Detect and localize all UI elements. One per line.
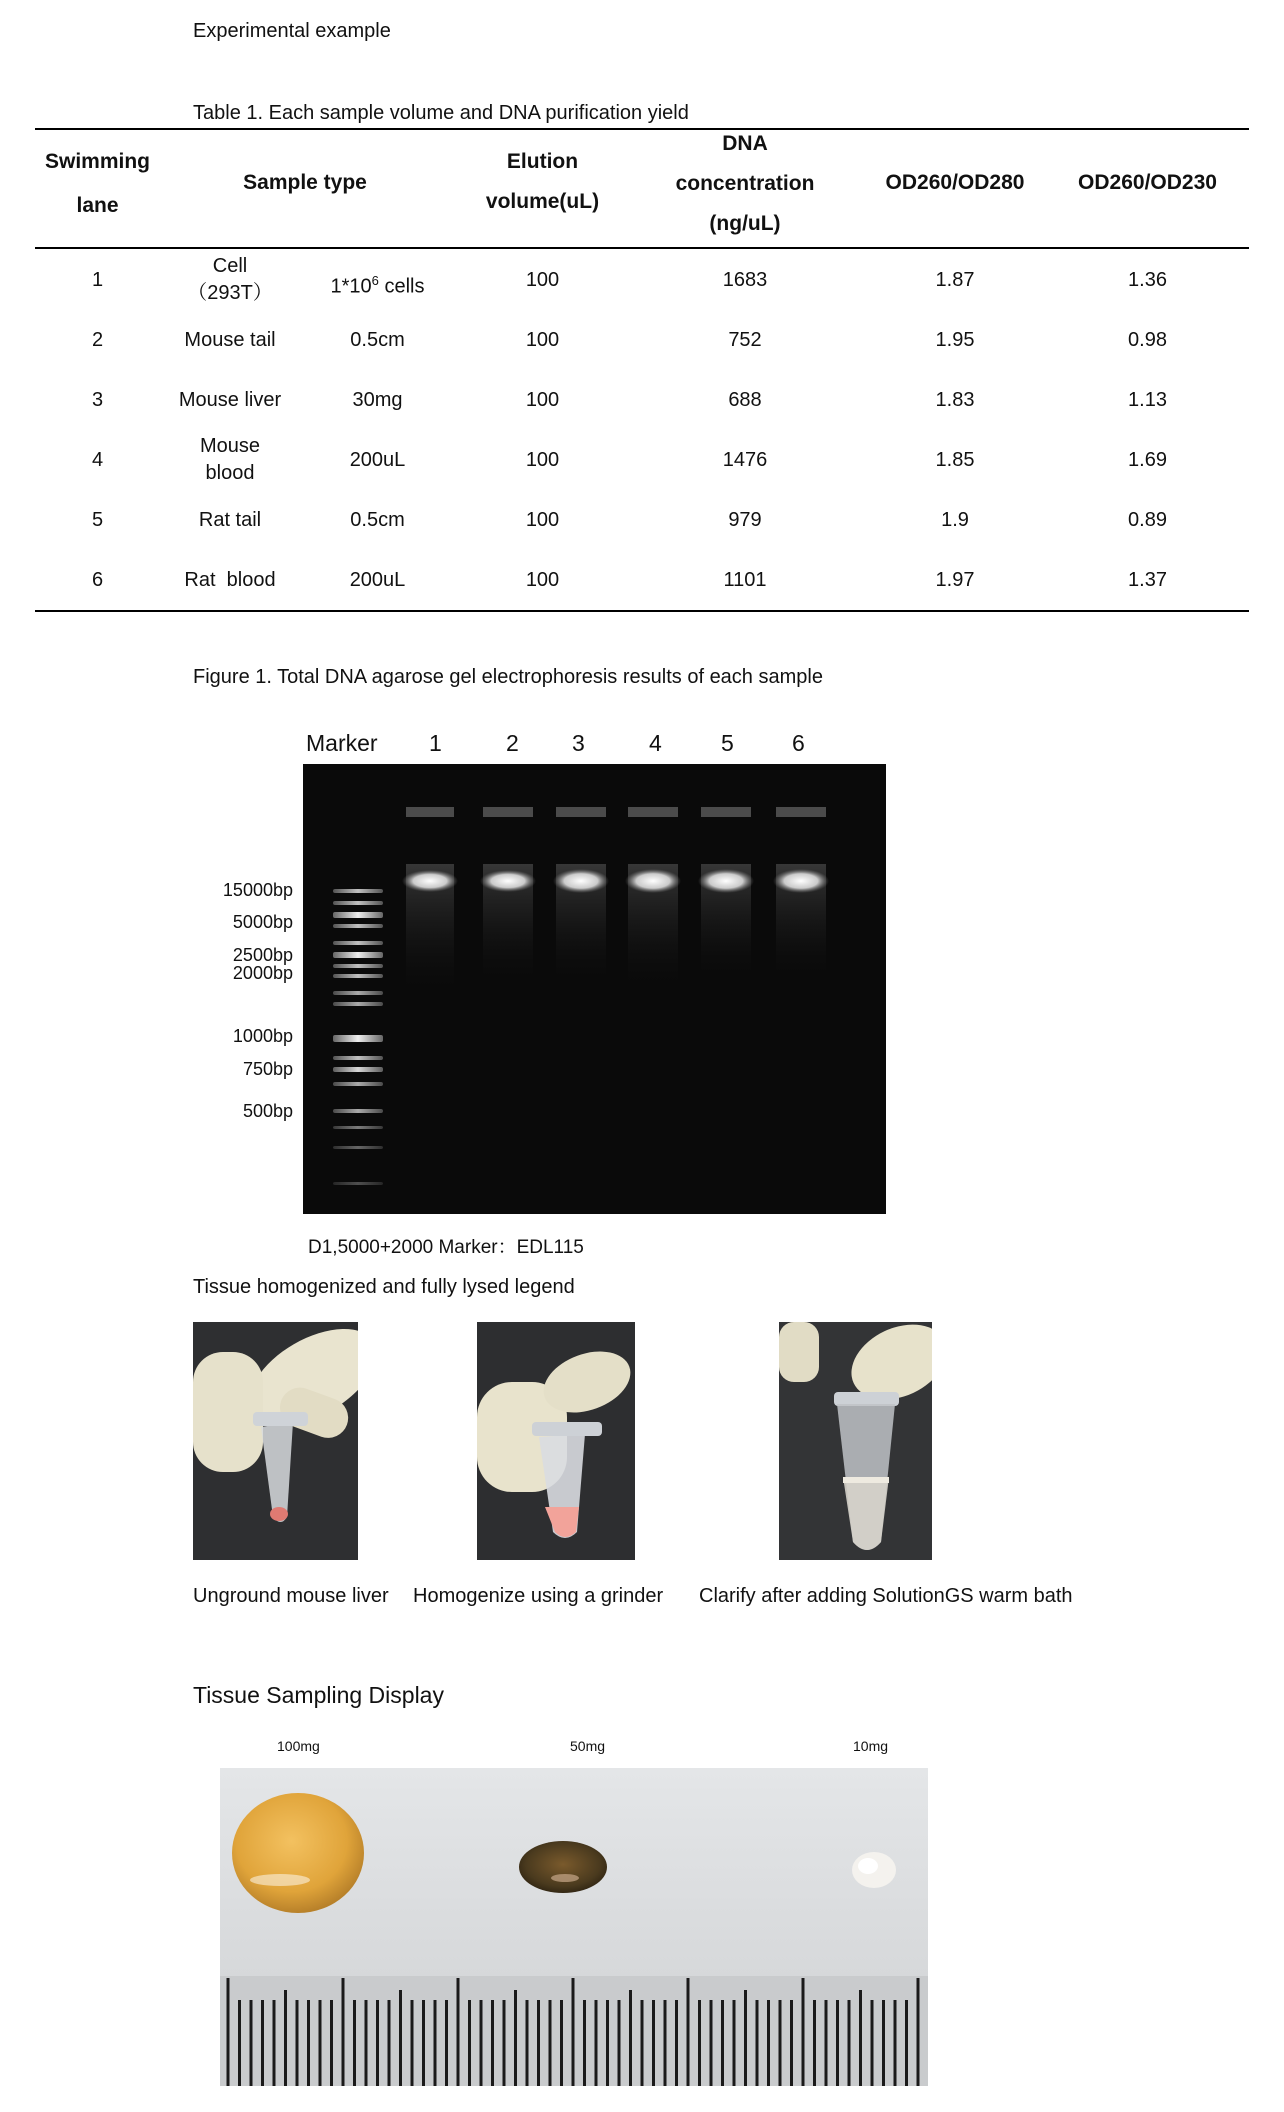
cell-sample-type: Rat tail xyxy=(198,509,262,531)
cell-sample-type xyxy=(170,433,290,487)
bp-label-5000: 5000bp xyxy=(232,912,293,932)
header-dna-line2: concentration xyxy=(675,172,815,195)
cell-od230: 1.69 xyxy=(1128,449,1167,471)
header-dna-line1: DNA xyxy=(722,132,768,155)
cell-od280: 1.83 xyxy=(935,389,975,411)
lane-label-3: 3 xyxy=(572,730,585,756)
marker-ladder xyxy=(333,889,383,1185)
cell-amount: 200uL xyxy=(349,449,406,471)
cell-amount: 200uL xyxy=(349,569,406,591)
photo-homogenized xyxy=(477,1322,635,1560)
lane-label-4: 4 xyxy=(649,730,662,756)
lane-label-1: 1 xyxy=(429,730,442,756)
tissue-50mg xyxy=(519,1841,607,1893)
bp-label-1000: 1000bp xyxy=(232,1026,293,1046)
cell-od280: 1.85 xyxy=(935,449,975,471)
tube-photo-1-svg xyxy=(193,1322,358,1560)
header-dna-concentration xyxy=(645,124,845,244)
table-caption: Table 1. Each sample volume and DNA purification yield xyxy=(193,102,689,124)
cell-sample-type-line2: blood xyxy=(205,462,255,484)
lane-label-6: 6 xyxy=(792,730,805,756)
header-elution xyxy=(460,142,625,222)
cell-sample-type-line1: Cell xyxy=(212,255,248,277)
header-lane xyxy=(35,140,160,228)
tube-photo-3-svg xyxy=(779,1322,932,1560)
cell-elution: 100 xyxy=(525,449,560,471)
tissue-100mg xyxy=(232,1793,364,1913)
lysis-title: Tissue homogenized and fully lysed legend xyxy=(193,1276,575,1298)
cell-concentration: 752 xyxy=(728,329,762,351)
bp-label-15000: 15000bp xyxy=(222,880,293,900)
lane-label-marker: Marker xyxy=(306,730,378,756)
cell-elution: 100 xyxy=(525,569,560,591)
header-dna-line3: (ng/uL) xyxy=(709,212,781,235)
cell-elution: 100 xyxy=(525,329,560,351)
cell-od280: 1.9 xyxy=(941,509,969,531)
cell-lane: 1 xyxy=(91,269,104,291)
sample-lanes xyxy=(402,807,829,994)
gel-image xyxy=(303,764,886,1214)
header-elution-line1: Elution xyxy=(506,150,579,173)
bp-label-2000: 2000bp xyxy=(232,963,293,983)
sample-lane-1 xyxy=(402,807,458,994)
header-od260-od230: OD260/OD230 xyxy=(1078,171,1217,194)
weight-label-50mg: 50mg xyxy=(570,1738,606,1754)
cell-od230: 1.36 xyxy=(1128,269,1167,291)
cell-amount xyxy=(310,267,445,301)
cell-amount-unit: cells xyxy=(378,275,425,298)
bp-label-500: 500bp xyxy=(242,1101,293,1121)
cell-lane: 3 xyxy=(91,389,104,411)
cell-amount: 30mg xyxy=(352,389,403,411)
header-elution-line2: volume(uL) xyxy=(485,190,600,213)
cell-concentration: 1683 xyxy=(722,269,768,291)
cell-lane: 6 xyxy=(91,569,104,591)
sample-lane-3 xyxy=(553,807,609,984)
cell-concentration: 688 xyxy=(728,389,762,411)
cell-concentration: 1101 xyxy=(723,569,767,591)
cell-elution: 100 xyxy=(525,269,560,291)
sample-lane-2 xyxy=(480,807,536,984)
photo-unground-liver xyxy=(193,1322,358,1560)
weight-label-100mg: 100mg xyxy=(277,1738,320,1754)
photo-clarified xyxy=(779,1322,932,1560)
cell-sample-type: Mouse tail xyxy=(184,329,276,351)
cell-elution: 100 xyxy=(525,389,560,411)
cell-lane: 2 xyxy=(91,329,104,351)
lysis-caption-1: Unground mouse liver xyxy=(193,1585,389,1607)
cell-od230: 0.89 xyxy=(1128,509,1167,531)
cell-amount-base: 1*10 xyxy=(330,275,372,298)
header-lane-line2: lane xyxy=(76,194,119,217)
cell-od230: 1.37 xyxy=(1128,569,1167,591)
header-lane-line1: Swimming xyxy=(44,150,150,173)
cell-sample-type-line2: （293T） xyxy=(187,282,273,304)
cell-sample-type-line1: Mouse xyxy=(199,435,261,457)
sampling-title: Tissue Sampling Display xyxy=(193,1682,444,1708)
cell-sample-type: Mouse liver xyxy=(178,389,282,411)
header-od260-od280: OD260/OD280 xyxy=(885,171,1025,194)
cell-concentration: 1476 xyxy=(722,449,768,471)
cell-lane: 4 xyxy=(91,449,104,471)
cell-sample-type xyxy=(170,253,290,307)
cell-sample-type: Rat blood xyxy=(184,569,276,591)
table-header-rule xyxy=(35,247,1249,249)
cell-amount-exponent: 6 xyxy=(371,273,379,288)
tissue-sampling-photo xyxy=(220,1768,928,2086)
cell-od280: 1.97 xyxy=(935,569,975,591)
cell-od280: 1.95 xyxy=(935,329,975,351)
sample-lane-4 xyxy=(625,807,681,989)
header-sample-type: Sample type xyxy=(243,171,367,194)
tube-photo-2-svg xyxy=(477,1322,635,1560)
lysis-caption-3: Clarify after adding SolutionGS warm bath xyxy=(699,1585,1073,1607)
lysis-caption-2: Homogenize using a grinder xyxy=(413,1585,664,1607)
cell-od230: 0.98 xyxy=(1128,329,1167,351)
cell-od230: 1.13 xyxy=(1128,389,1167,411)
cell-amount: 0.5cm xyxy=(350,329,405,351)
lane-label-5: 5 xyxy=(721,730,734,756)
bp-label-2500: 2500bp xyxy=(232,945,293,965)
cell-concentration: 979 xyxy=(728,509,762,531)
cell-elution: 100 xyxy=(525,509,560,531)
sample-lane-6 xyxy=(773,807,829,979)
cell-od280: 1.87 xyxy=(935,269,975,291)
table-bottom-rule xyxy=(35,610,1249,612)
weight-label-10mg: 10mg xyxy=(853,1738,889,1754)
marker-note: D1,5000+2000 Marker：EDL115 xyxy=(308,1237,584,1258)
cell-amount: 0.5cm xyxy=(350,509,405,531)
cell-lane: 5 xyxy=(91,509,104,531)
tissue-sampling-svg xyxy=(220,1768,928,2086)
bp-label-750: 750bp xyxy=(242,1059,293,1079)
gel-svg xyxy=(303,764,886,1214)
figure1-caption: Figure 1. Total DNA agarose gel electrophoresis results of each sample xyxy=(193,666,823,688)
lane-label-2: 2 xyxy=(506,730,519,756)
sample-lane-5 xyxy=(698,807,754,979)
table-top-rule xyxy=(35,128,1249,130)
page-heading: Experimental example xyxy=(193,20,391,42)
